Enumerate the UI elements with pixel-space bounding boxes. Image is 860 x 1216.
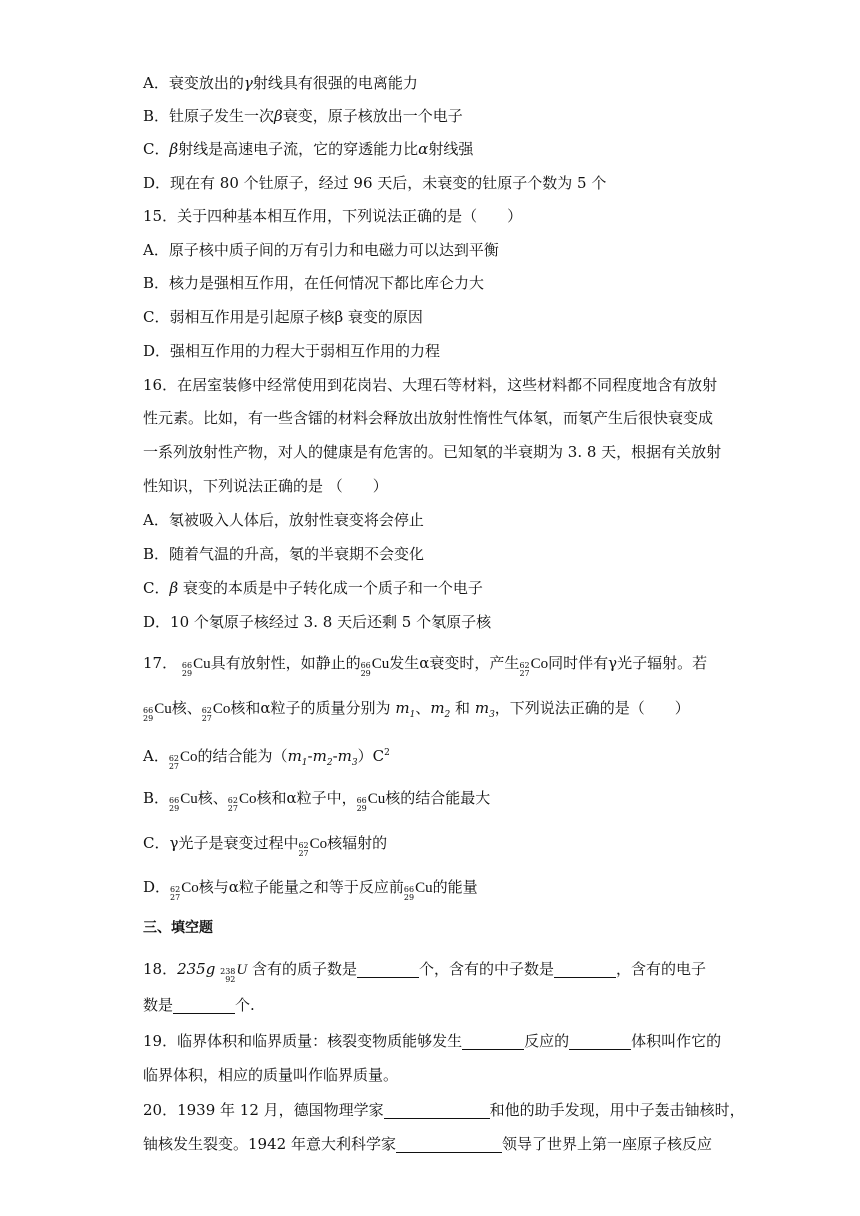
nuclide-co: 62 27 Co [519, 656, 549, 678]
q15-option-d: D．强相互作用的力程大于弱相互作用的力程 [143, 342, 441, 360]
section-heading-fill-in: 三、填空题 [143, 920, 213, 936]
q17-option-b: B． 66 29 Cu 核、 62 27 Co 核和α粒子中， 66 29 Cu 核的结合能最大 [143, 789, 491, 813]
q17-option-a: A． 62 27 Co 的结合能为$(m_1-m_2-m_3)C^2$ [143, 747, 390, 771]
q17-stem-line2: 66 29 Cu 核、 62 27 Co 核和α粒子的质量分别为 $m_1$、$m_2$ 和 $m_3$，下列说法正确的是（ ） [143, 699, 690, 723]
nuclide-cu: 66 29 Cu [169, 791, 198, 813]
nuclide-co: 62 27 Co [298, 836, 328, 858]
q20-line2: 铀核发生裂变。1942 年意大利科学家 领导了世界上第一座原子核反应 [143, 1135, 712, 1153]
q15-option-c: C．弱相互作用是引起原子核β 衰变的原因 [143, 308, 423, 326]
q18-line1: 18．235g 238 92 U 含有的质子数是 个，含有的中子数是 ，含有的电子 [143, 960, 707, 984]
q17-option-d: D． 62 27 Co 核与α粒子能量之和等于反应前 66 29 Cu 的能量 [143, 878, 478, 902]
q17-stem-line1: 17． 66 29 Cu 具有放射性，如静止的 66 29 Cu 发生α衰变时，产生 62 27 Co 同时伴有γ光子辐射。若 [143, 654, 708, 678]
q20-line1: 20．1939 年 12 月，德国物理学家 和他的助手发现，用中子轰击铀核时， [143, 1101, 745, 1119]
q14-option-d: D．现在有 80 个钍原子，经过 96 天后，未衰变的钍原子个数为 5 个 [143, 174, 607, 192]
q16-option-c: C．β 衰变的本质是中子转化成一个质子和一个电子 [143, 579, 483, 597]
q15-stem: 15．关于四种基本相互作用，下列说法正确的是（ ） [143, 207, 523, 225]
nuclide-cu: 66 29 Cu [181, 656, 211, 678]
q16-option-d: D．10 个氡原子核经过 3. 8 天后还剩 5 个氡原子核 [143, 613, 492, 631]
q14-option-a: A．衰变放出的γ射线具有很强的电离能力 [143, 74, 418, 92]
nuclide-u: 238 92 U [220, 962, 248, 984]
nuclide-co: 62 27 Co [227, 791, 257, 813]
nuclide-cu: 66 29 Cu [356, 791, 386, 813]
q16-stem-line3: 一系列放射性产物，对人的健康是有危害的。已知氡的半衰期为 3. 8 天，根据有关放射 [143, 443, 722, 461]
q16-stem-line2: 性元素。比如，有一些含镭的材料会释放出放射性惰性气体氡，而氡产生后很快衰变成 [143, 409, 714, 427]
q16-stem-line4: 性知识，下列说法正确的是 （ ） [143, 477, 388, 495]
q19-line1: 19．临界体积和临界质量：核裂变物质能够发生 反应的 体积叫作它的 [143, 1032, 722, 1050]
q20-scientist-blank[interactable] [396, 1136, 502, 1153]
q15-option-a: A．原子核中质子间的万有引力和电磁力可以达到平衡 [143, 241, 499, 259]
q18-line2: 数是 个. [143, 996, 255, 1014]
q18-neutron-blank[interactable] [554, 961, 616, 978]
q18-proton-blank[interactable] [357, 961, 419, 978]
q19-volume-blank[interactable] [569, 1033, 631, 1050]
q16-stem-line1: 16．在居室装修中经常使用到花岗岩、大理石等材料，这些材料都不同程度地含有放射 [143, 376, 718, 394]
nuclide-cu: 66 29 Cu [403, 880, 433, 902]
q17-option-c: C．γ光子是衰变过程中 62 27 Co 核辐射的 [143, 834, 388, 858]
q15-option-b: B．核力是强相互作用，在任何情况下都比库仑力大 [143, 274, 485, 292]
q19-reaction-blank[interactable] [462, 1033, 524, 1050]
q20-physicist-blank[interactable] [384, 1102, 490, 1119]
nuclide-co: 62 27 Co [201, 701, 231, 723]
nuclide-cu: 66 29 Cu [143, 701, 172, 723]
nuclide-cu: 66 29 Cu [360, 656, 390, 678]
q14-option-c: C．β射线是高速电子流，它的穿透能力比α射线强 [143, 140, 474, 158]
nuclide-co: 62 27 Co [168, 749, 198, 771]
q14-option-b: B．钍原子发生一次β衰变，原子核放出一个电子 [143, 107, 463, 125]
nuclide-co: 62 27 Co [170, 880, 199, 902]
q18-electron-blank[interactable] [173, 997, 235, 1014]
q16-option-a: A．氡被吸入人体后，放射性衰变将会停止 [143, 511, 424, 529]
q16-option-b: B．随着气温的升高，氡的半衰期不会变化 [143, 545, 425, 563]
q19-line2: 临界体积，相应的质量叫作临界质量。 [143, 1066, 399, 1084]
